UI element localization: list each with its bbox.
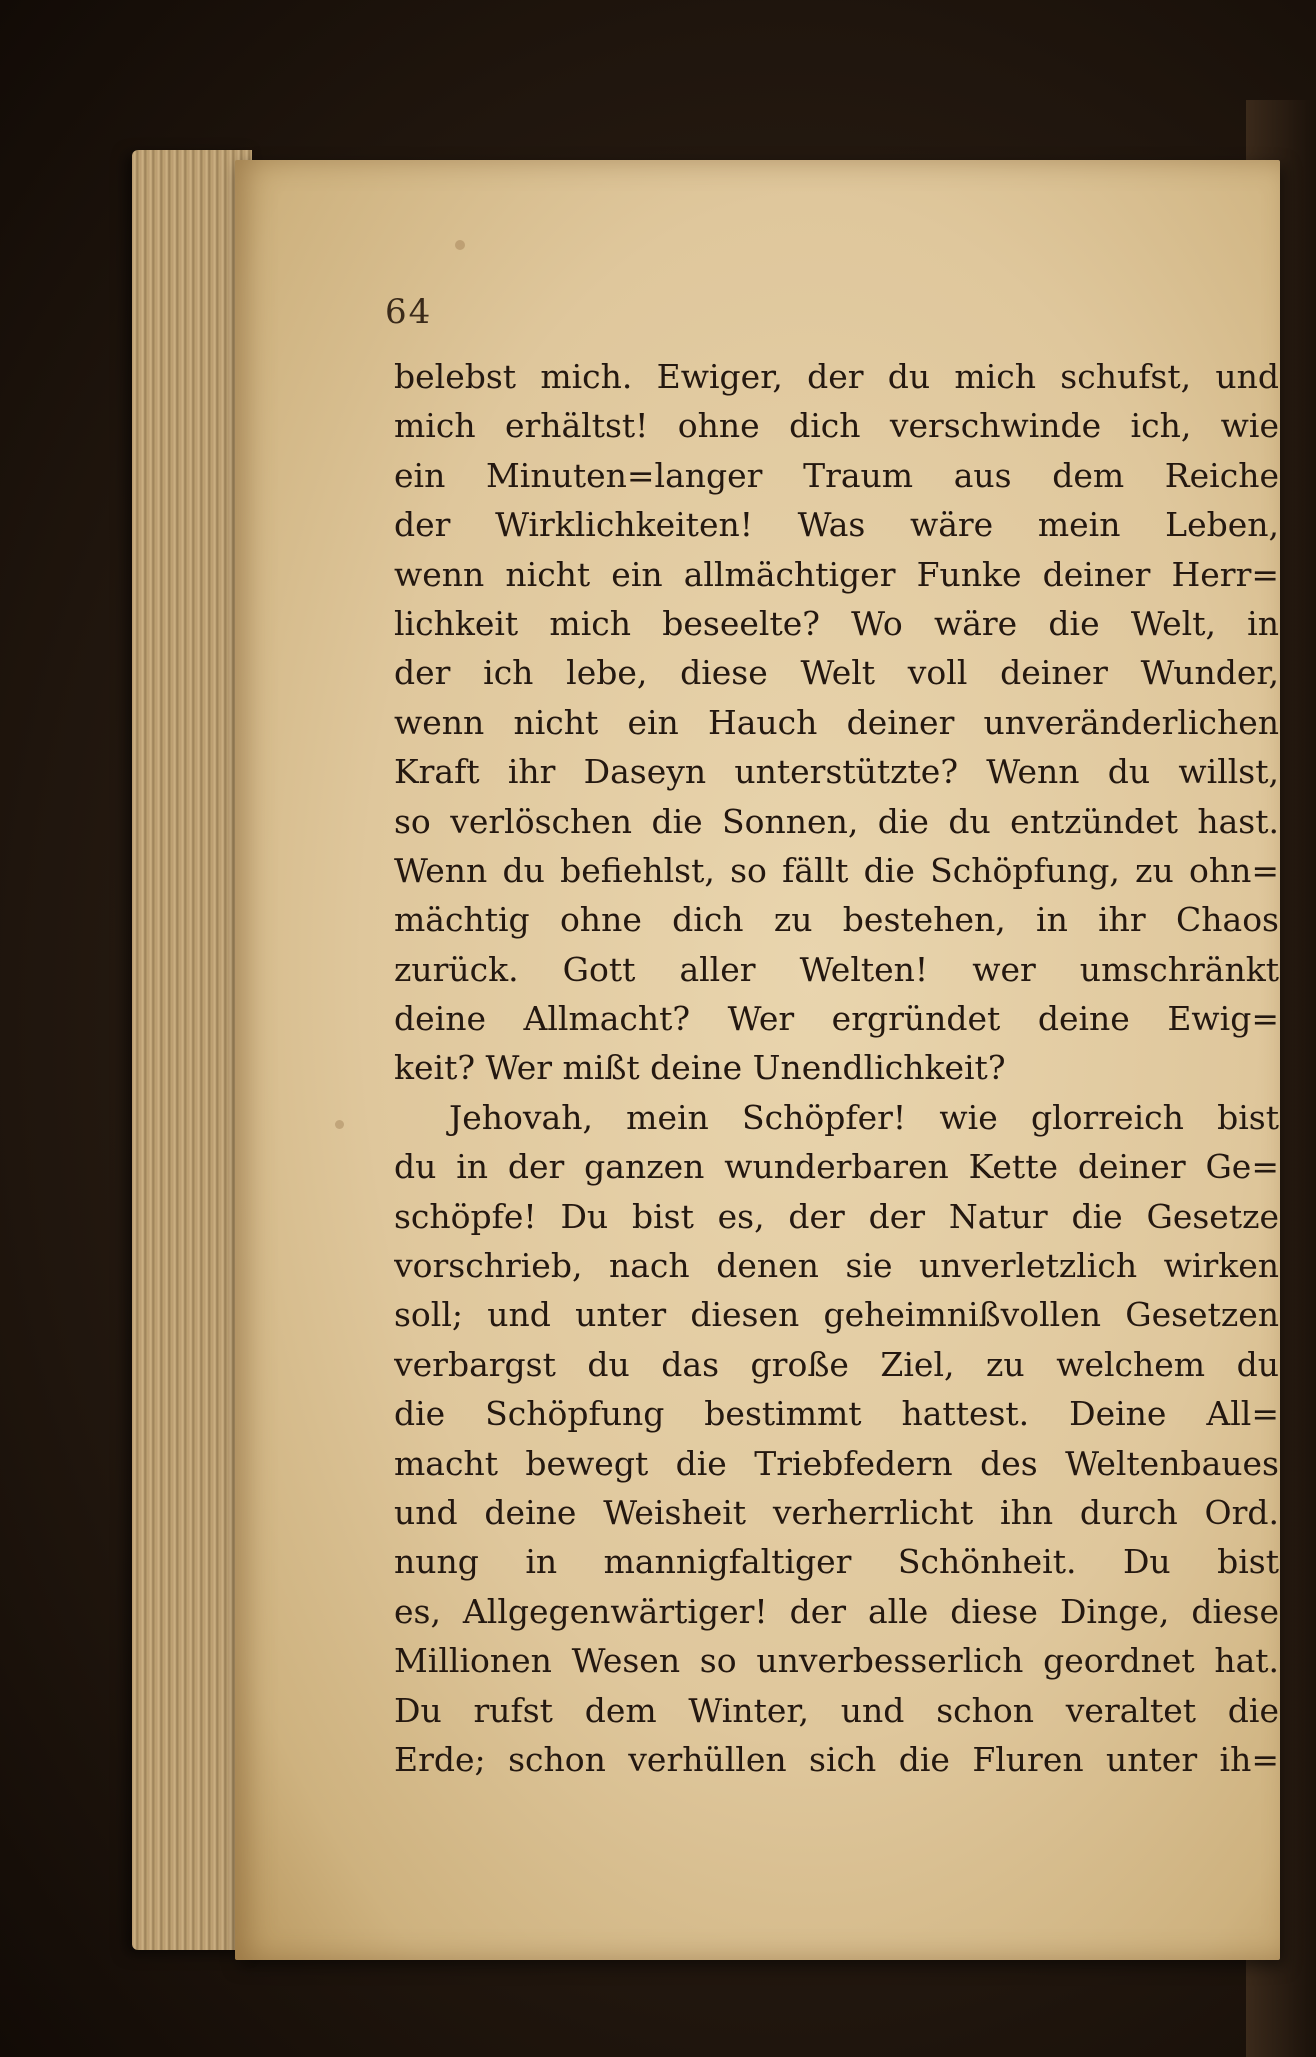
text-line: vorschrieb, nach denen sie unverletzlich wirken bbox=[394, 1246, 1279, 1286]
text-line: zurück. Gott aller Welten! wer umschränkt bbox=[394, 949, 1279, 989]
text-line: nung in mannigfaltiger Schönheit. Du bist bbox=[394, 1542, 1279, 1582]
page-edges bbox=[132, 150, 252, 1950]
text-line: der ich lebe, diese Welt voll deiner Wunder, bbox=[394, 653, 1279, 693]
text-line: wenn nicht ein Hauch deiner unveränderlichen bbox=[394, 702, 1279, 742]
text-line: wenn nicht ein allmächtiger Funke deiner Herr= bbox=[394, 554, 1279, 594]
text-line: Erde; schon verhüllen sich die Fluren unter ih= bbox=[394, 1739, 1279, 1779]
text-line: du in der ganzen wunderbaren Kette deiner Ge= bbox=[394, 1147, 1279, 1187]
text-line: Wenn du befiehlst, so fällt die Schöpfung, zu ohn= bbox=[394, 850, 1279, 890]
text-line: mächtig ohne dich zu bestehen, in ihr Chaos bbox=[394, 900, 1279, 940]
paper-stain bbox=[335, 1120, 344, 1129]
text-line: Du rufst dem Winter, und schon veraltet die bbox=[394, 1690, 1279, 1730]
text-line: schöpfe! Du bist es, der der Natur die Gesetze bbox=[394, 1196, 1279, 1236]
text-line: mich erhältst! ohne dich verschwinde ich, wie bbox=[394, 406, 1279, 446]
text-line: die Schöpfung bestimmt hattest. Deine All= bbox=[394, 1394, 1279, 1434]
text-line: Kraft ihr Daseyn unterstützte? Wenn du willst, bbox=[394, 752, 1279, 792]
text-line: ein Minuten=langer Traum aus dem Reiche bbox=[394, 455, 1279, 495]
text-line: belebst mich. Ewiger, der du mich schufst, und bbox=[394, 357, 1279, 396]
paper-stain bbox=[455, 240, 465, 250]
text-line: Jehovah, mein Schöpfer! wie glorreich bist bbox=[449, 1097, 1279, 1137]
text-line: verbargst du das große Ziel, zu welchem du bbox=[394, 1344, 1279, 1384]
text-line: Millionen Wesen so unverbesserlich geordnet hat. bbox=[394, 1641, 1279, 1681]
page-number: 64 bbox=[385, 292, 433, 332]
text-line: und deine Weisheit verherrlicht ihn durch Ord. bbox=[394, 1492, 1279, 1532]
text-line: es, Allgegenwärtiger! der alle diese Dinge, diese bbox=[394, 1591, 1279, 1631]
body-text bbox=[394, 352, 1279, 1784]
text-line: deine Allmacht? Wer ergründet deine Ewig= bbox=[394, 999, 1279, 1039]
text-line: lichkeit mich beseelte? Wo wäre die Welt, in bbox=[394, 603, 1279, 643]
text-line: macht bewegt die Triebfedern des Weltenbaues bbox=[394, 1443, 1279, 1483]
text-line: soll; und unter diesen geheimnißvollen Gesetzen bbox=[394, 1295, 1279, 1335]
text-line: keit? Wer mißt deine Unendlichkeit? bbox=[394, 1048, 1006, 1088]
text-line: so verlöschen die Sonnen, die du entzündet hast. bbox=[394, 801, 1279, 841]
text-line: der Wirklichkeiten! Was wäre mein Leben, bbox=[394, 505, 1279, 545]
